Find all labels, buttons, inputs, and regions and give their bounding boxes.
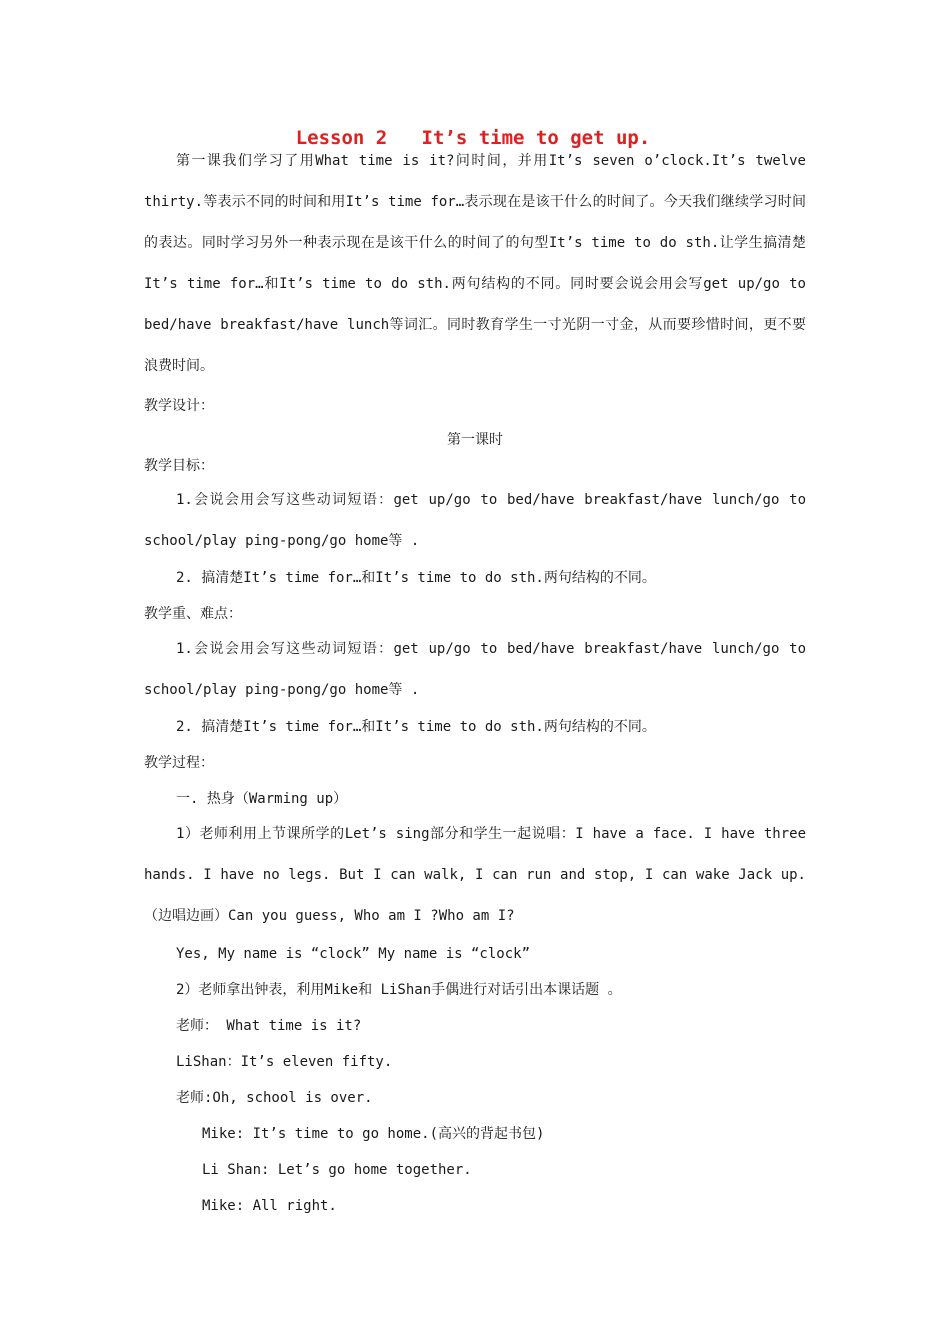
warmup-heading: 一. 热身（Warming up） (176, 791, 348, 807)
key-point-item-2: 2. 搞清楚It’s time for…和It’s time to do sth.两句结构的不同。 (176, 719, 656, 735)
dialogue-line-5: Li Shan: Let’s go home together. (202, 1162, 472, 1178)
process-step-2: 2）老师拿出钟表，利用Mike和 LiShan手偶进行对话引出本课话题 。 (176, 982, 622, 998)
dialogue-line-3: 老师:Oh, school is over. (176, 1090, 373, 1106)
period-heading: 第一课时 (447, 432, 503, 448)
design-heading: 教学设计： (144, 398, 214, 414)
goal-item-2: 2. 搞清楚It’s time for…和It’s time to do sth.两句结构的不同。 (176, 570, 656, 586)
dialogue-line-2: LiShan：It’s eleven fifty. (176, 1054, 393, 1070)
dialogue-line-6: Mike: All right. (202, 1198, 337, 1214)
process-step-1: 1）老师利用上节课所学的Let’s sing部分和学生一起说唱：I have a face. I have three hands. I have no legs. But I can walk, I can run and stop, I can wake Jack up.（边唱边画）Can you guess, Who am I ?Who am I? (144, 826, 806, 924)
key-points-heading: 教学重、难点： (144, 606, 242, 622)
goal-item-1: 1.会说会用会写这些动词短语：get up/go to bed/have breakfast/have lunch/go to school/play ping-pong/go home等 . (144, 492, 806, 549)
process-heading: 教学过程： (144, 755, 214, 771)
dialogue-line-4: Mike: It’s time to go home.(高兴的背起书包) (202, 1126, 545, 1142)
goals-heading: 教学目标： (144, 458, 214, 474)
step-1-answer: Yes, My name is “clock” My name is “clock” (176, 946, 531, 962)
lesson-title: Lesson 2 It’s time to get up. (295, 127, 651, 149)
intro-paragraph: 第一课我们学习了用What time is it?问时间，并用It’s seven o’clock.It’s twelve thirty.等表示不同的时间和用It’s time for…表示现在是该干什么的时间了。今天我们继续学习时间的表达。同时学习另外一种表示现在是该干什么的时间了的句型It’s time to do sth.让学生搞清楚It’s time for…和It’s time to do sth.两句结构的不同。同时要会说会用会写get up/go to bed/have breakfast/have lunch等词汇。同时教育学生一寸光阴一寸金，从而要珍惜时间，更不要浪费时间。 (144, 153, 806, 374)
key-point-item-1: 1.会说会用会写这些动词短语：get up/go to bed/have breakfast/have lunch/go to school/play ping-pong/go home等 . (144, 641, 806, 698)
dialogue-line-1: 老师： What time is it? (176, 1018, 362, 1034)
